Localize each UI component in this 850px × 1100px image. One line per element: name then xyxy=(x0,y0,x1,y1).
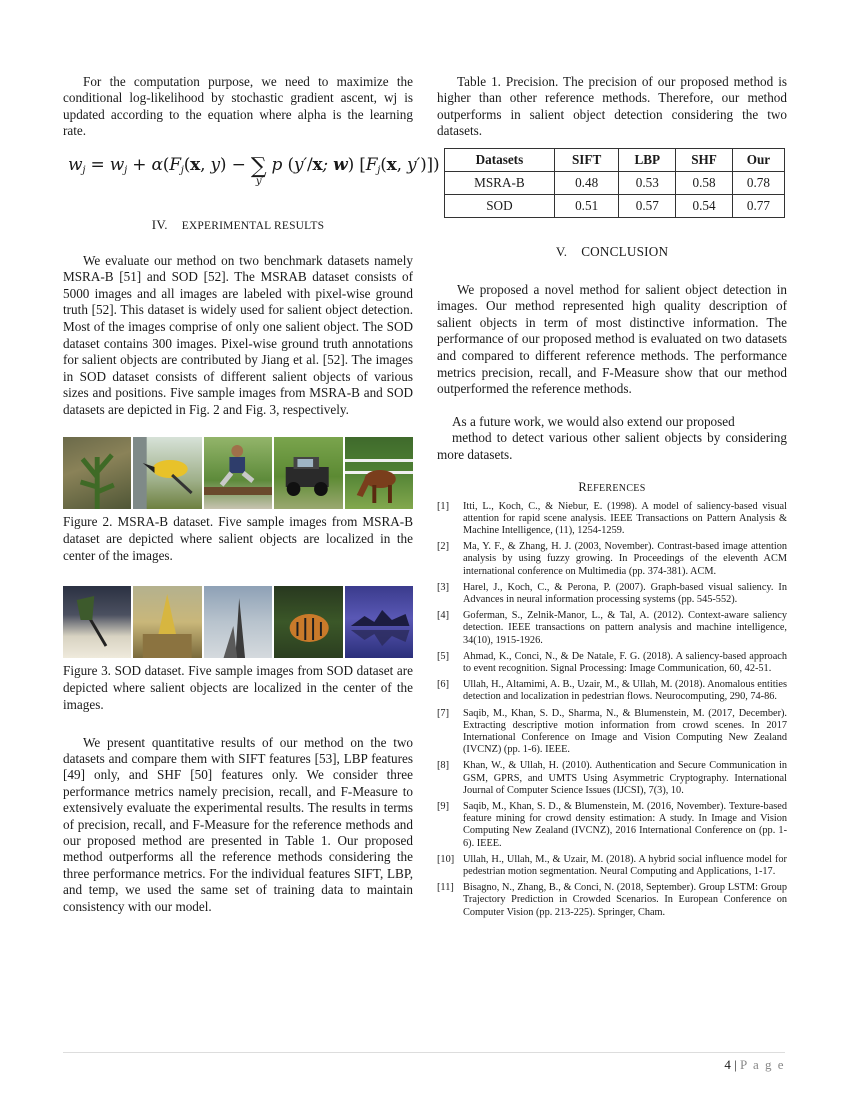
table-header-row xyxy=(445,148,785,171)
sculpture-image xyxy=(204,586,272,658)
flag-image xyxy=(63,586,131,658)
table-header-cell: LBP xyxy=(619,148,676,171)
table-header-cell: Our xyxy=(732,148,784,171)
list-item: [1] Itti, L., Koch, C., & Niebur, E. (1998). A model of saliency-based visual attention for rapid scene analysis. IEEE Transactions on Pattern Analysis & Machine Intelligence, (11), 1254-1259. xyxy=(437,500,787,536)
list-item: [5] Ahmad, K., Conci, N., & De Natale, F. G. (2018). A saliency-based approach to event recognition. Signal Processing: Image Communication, 60, 42-51. xyxy=(437,650,787,674)
figure-2-images xyxy=(63,437,413,509)
section-heading-experimental: IV. EXPERIMENTAL RESULTS xyxy=(151,216,325,232)
palace-image xyxy=(345,586,413,658)
list-item: [4] Goferman, S., Zelnik-Manor, L., & Tal, A. (2012). Context-aware saliency detection. IEEE transactions on pattern analysis and machine intelligence, 34(10), 1915-1926. xyxy=(437,610,787,646)
list-item: [8] Khan, W., & Ullah, H. (2010). Authentication and Secure Communication in GSM, GPRS, and UMTS Using Asymmetric Cryptography. International Journal of Computer Science Issues (IJCSI), 7(3), 10. xyxy=(437,760,787,796)
list-item: [7] Saqib, M., Khan, S. D., Sharma, N., & Blumenstein, M. (2017, December). Extracting descriptive motion information from crowd scenes. In 2017 International Conference on Image and Vision Computing New Zealand (IVCNZ) (pp. 1-6). IEEE. xyxy=(437,707,787,756)
bird-image xyxy=(133,437,201,509)
page-label: P a g e xyxy=(739,1057,785,1072)
list-item: [2] Ma, Y. F., & Zhang, H. J. (2003, November). Contrast-based image attention analysis by using fuzzy growing. In Proceedings of the eleventh ACM international conference on Multimedia (pp. 374-381). ACM. xyxy=(437,541,787,577)
update-equation: $w_j = w_j + \alpha(F_j(x$, y) − ∑ y′ p (y′/x; w) [$F_j(x$, y′)]) xyxy=(68,153,440,187)
conclusion-line-rest: method to detect various other salient objects by considering more datasets. xyxy=(437,430,787,462)
table-cell: 0.53 xyxy=(619,171,676,194)
table-header-cell: SHF xyxy=(676,148,733,171)
figure-2-caption: Figure 2. MSRA-B dataset. Five sample images from MSRA-B dataset are depicted where salient objects are localized in the center of the images. xyxy=(63,513,413,563)
table-row xyxy=(445,171,785,194)
jumper-image xyxy=(204,437,272,509)
references-heading-rest: EFERENCES xyxy=(586,482,646,494)
precision-table xyxy=(444,148,785,218)
results-paragraph-1: We evaluate our method on two benchmark datasets namely MSRA-B [51] and SOD [52]. The MSRAB dataset consists of 5000 images and all images are labeled with pixel-wise ground truth [52]. This dataset is widely used for salient object detection. Most of the images comprise of only one salient object. The SOD dataset contains 300 images. Pixel-wise ground truth annotations for salient objects are contributed by Jiang et al. [52]. The images in SOD dataset consists of different salient objects of various sizes and positions. Five sample images from MSRA-B and SOD datasets are depicted in Fig. 2 and Fig. 3, respectively. xyxy=(63,252,413,417)
table-header-cell: Datasets xyxy=(445,148,555,171)
right-column xyxy=(437,74,787,923)
table-header-cell: SIFT xyxy=(554,148,619,171)
list-item: [10] Ullah, H., Ullah, M., & Uzair, M. (2018). A hybrid social influence model for pedestrian motion segmentation. Neural Computing and Applications, 1-17. xyxy=(437,853,787,878)
left-column xyxy=(63,74,440,915)
table-caption: Table 1. Precision. The precision of our proposed method is higher than other reference methods. Therefore, our method outperforms in salient object detection considering the two datasets. xyxy=(437,74,787,139)
table-cell: 0.54 xyxy=(676,194,733,217)
table-cell: 0.78 xyxy=(732,171,784,194)
figure-3-caption: Figure 3. SOD dataset. Five sample images from SOD dataset are depicted where salient objects are localized in the center of the images. xyxy=(63,662,413,712)
footer-separator: | xyxy=(734,1057,737,1072)
jeep-image xyxy=(274,437,342,509)
page-footer xyxy=(724,1057,785,1073)
list-item: [11] Bisagno, N., Zhang, B., & Conci, N. (2018, September). Group LSTM: Group Trajectory Prediction in Crowded Scenarios. In European Conference on Computer Vision (pp. 213-225). Springer, Cham. xyxy=(437,882,787,918)
references-list xyxy=(437,501,787,919)
table-cell: 0.57 xyxy=(619,194,676,217)
table-cell: SOD xyxy=(445,194,555,217)
table-cell: 0.77 xyxy=(732,194,784,217)
list-item: [9] Saqib, M., Khan, S. D., & Blumenstein, M. (2016, November). Texture-based feature mining for crowd density estimation: A study. In Image and Vision Computing New Zealand (IVCNZ), 2016 International Conference on (pp. 1-6). IEEE. xyxy=(437,801,787,849)
section-heading-conclusion: V. CONCLUSION xyxy=(555,243,669,259)
list-item: [3] Harel, J., Koch, C., & Perona, P. (2007). Graph-based visual saliency. In Advances in neural information processing systems (pp. 545-552). xyxy=(437,581,787,605)
list-item: [6] Ullah, H., Altamimi, A. B., Uzair, M., & Ullah, M. (2018). Anomalous entities detection and localization in pedestrian flows. Neurocomputing, 290, 74-86. xyxy=(437,679,787,703)
intro-paragraph: For the computation purpose, we need to maximize the conditional log-likelihood by stochastic gradient ascent, wj is updated according to the equation where alpha is the learning rate. xyxy=(63,74,413,139)
table-cell: 0.58 xyxy=(676,171,733,194)
figure-3-images xyxy=(63,586,413,658)
plant-image xyxy=(63,437,131,509)
references-heading: REFERENCES xyxy=(578,479,646,494)
results-paragraph-2: We present quantitative results of our method on the two datasets and compare them with SIFT features [53], LBP features [49] only, and SHF [50] features only. We consider three performance metrics namely precision, recall, and F-Measure to extensively evaluate the experimental results. The results in terms of precision, recall, and F-Measure for the reference methods and our proposed method are presented in Table 1. Our proposed method outperforms all the reference methods considering the three performance metrics. For the individual features SIFT, LBP, and temp, we used the same set of training data to maintain consistency with our model. xyxy=(63,734,413,914)
conclusion-paragraph-1: We proposed a novel method for salient object detection in images. Our method represented high quality description of salient objects in term of most distinctive information. The performance of our proposed method is evaluated on two datasets and compared to different reference methods. The performance metrics precision, recall, and F-Measure show that our method outperformed the reference methods. xyxy=(437,281,787,397)
table-cell: MSRA-B xyxy=(445,171,555,194)
tiger-image xyxy=(274,586,342,658)
footer-divider xyxy=(63,1052,785,1053)
table-cell: 0.48 xyxy=(554,171,619,194)
conclusion-line-1: As a future work, we would also extend our proposed xyxy=(452,413,735,429)
page-number: 4 xyxy=(724,1057,731,1072)
pagoda-image xyxy=(133,586,201,658)
table-cell: 0.51 xyxy=(554,194,619,217)
table-row xyxy=(445,194,785,217)
horse-image xyxy=(345,437,413,509)
conclusion-paragraph-2 xyxy=(437,414,787,464)
